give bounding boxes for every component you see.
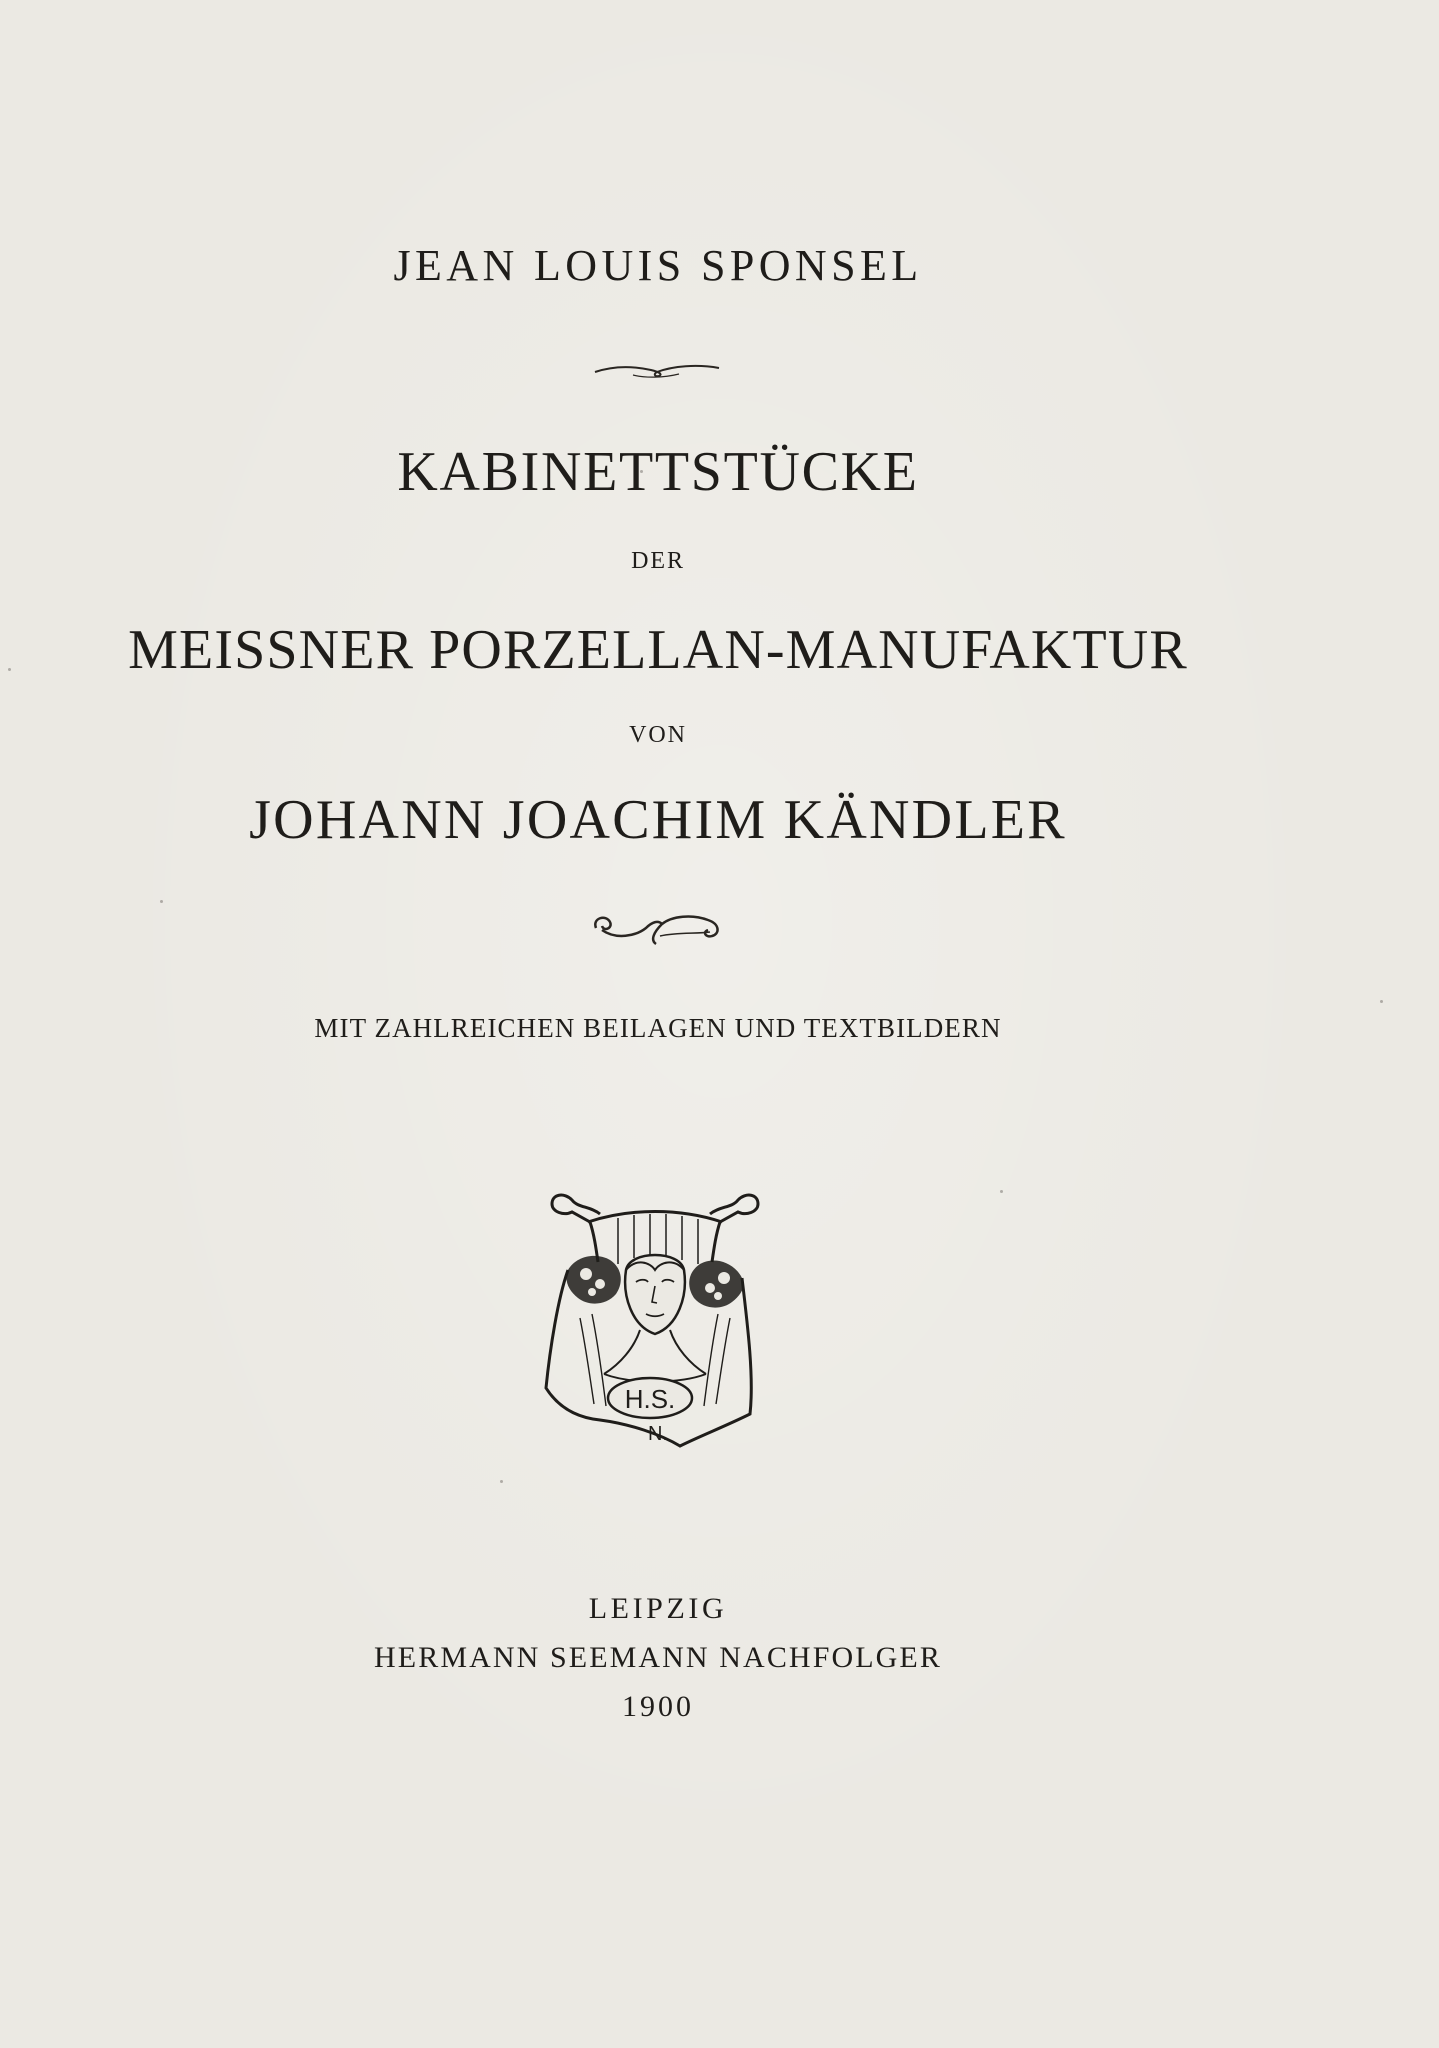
imprint-year: 1900 — [622, 1690, 694, 1723]
flourish-divider-icon — [593, 356, 721, 384]
printer-mark-monogram-sub: N. — [648, 1423, 668, 1445]
lyre-with-face-emblem-icon — [540, 1178, 770, 1456]
imprint-publisher: HERMANN SEEMANN NACHFOLGER — [374, 1641, 942, 1674]
scroll-ornament-icon — [588, 906, 726, 950]
subject-name: JOHANN JOACHIM KÄNDLER — [249, 789, 1067, 851]
author-name: JEAN LOUIS SPONSEL — [393, 241, 923, 290]
paper-speck — [1000, 1190, 1003, 1193]
title-main: KABINETTSTÜCKE — [397, 441, 919, 503]
printer-mark-monogram: H.S. — [624, 1384, 676, 1414]
paper-speck — [1380, 1000, 1383, 1003]
paper-speck — [160, 900, 163, 903]
paper-speck — [8, 668, 11, 671]
imprint-place: LEIPZIG — [588, 1592, 728, 1625]
paper-speck — [500, 1480, 503, 1483]
supplement-note: MIT ZAHLREICHEN BEILAGEN UND TEXTBILDERN — [314, 1013, 1002, 1043]
title-connector-von: VON — [629, 722, 687, 748]
title-connector-der: DER — [631, 548, 685, 574]
title-subtitle: MEISSNER PORZELLAN-MANUFAKTUR — [128, 619, 1188, 681]
paper-speck — [640, 470, 643, 473]
